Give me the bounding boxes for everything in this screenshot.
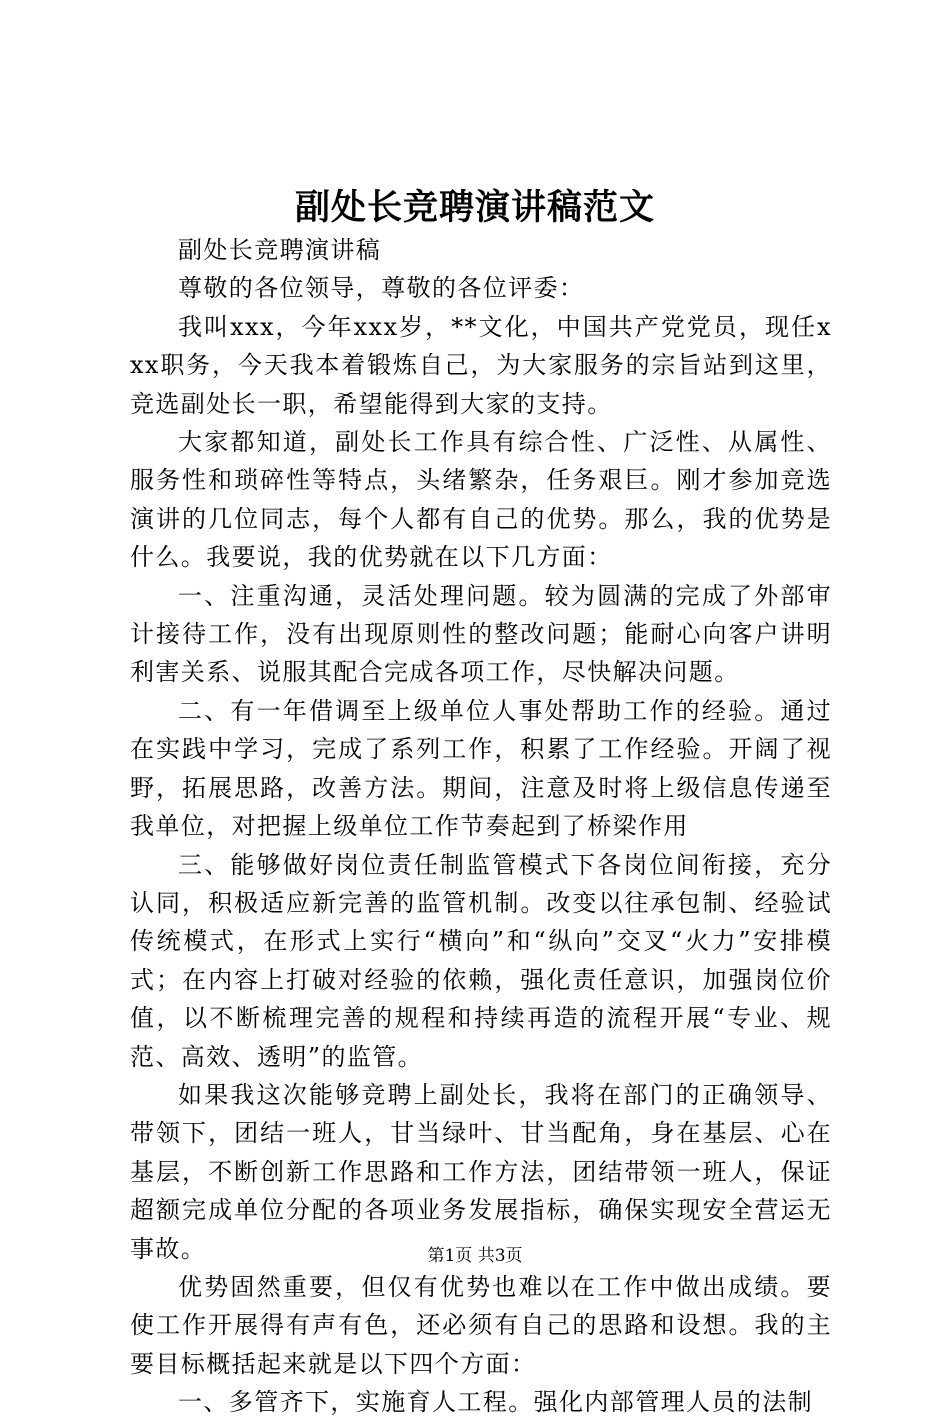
paragraph-subtitle: 副处长竞聘演讲稿 xyxy=(178,236,382,264)
paragraph-advantage-two: 二、有一年借调至上级单位人事处帮助工作的经验。通过在实践中学习，完成了系列工作，积累了工作经验。开阔了视野，拓展思路，改善方法。期间，注意及时将上级信息传递至我单位，对把握上级单位工作节奏起到了桥梁作用 xyxy=(130,696,832,841)
page-number-footer: 第1页 共3页 xyxy=(427,1246,523,1266)
document-body xyxy=(130,231,832,1422)
paragraph-commitment: 如果我这次能够竞聘上副处长，我将在部门的正确领导、带领下，团结一班人，甘当绿叶、甘当配角，身在基层、心在基层，不断创新工作思路和工作方法，团结带领一班人，保证超额完成单位分配的各项业务发展指标，确保实现安全营运无事故。 xyxy=(130,1080,832,1263)
document-title: 副处长竞聘演讲稿范文 xyxy=(294,187,655,228)
paragraph-goal-one: 一、多管齐下，实施育人工程。强化内部管理人员的法制 xyxy=(178,1388,813,1417)
paragraph-salutation: 尊敬的各位领导，尊敬的各位评委： xyxy=(178,274,585,303)
paragraph-introduction: 我叫xxx，今年xxx岁，**文化，中国共产党党员，现任xxx职务，今天我本着锻炼自己，为大家服务的宗旨站到这里，竞选副处长一职，希望能得到大家的支持。 xyxy=(130,312,832,418)
paragraph-goals-intro: 优势固然重要，但仅有优势也难以在工作中做出成绩。要使工作开展得有声有色，还必须有自己的思路和设想。我的主要目标概括起来就是以下四个方面： xyxy=(130,1272,832,1378)
paragraph-advantages-intro: 大家都知道，副处长工作具有综合性、广泛性、从属性、服务性和琐碎性等特点，头绪繁杂，任务艰巨。刚才参加竞选演讲的几位同志，每个人都有自己的优势。那么，我的优势是什么。我要说，我的优势就在以下几方面： xyxy=(130,428,832,572)
paragraph-advantage-three: 三、能够做好岗位责任制监管模式下各岗位间衔接，充分认同，积极适应新完善的监管机制。改变以往承包制、经验试传统模式，在形式上实行“横向”和“纵向”交叉“火力”安排模式；在内容上打破对经验的依赖，强化责任意识，加强岗位价值，以不断梳理完善的规程和持续再造的流程开展“专业、规范、高效、透明”的监管。 xyxy=(130,850,832,1071)
paragraph-advantage-one: 一、注重沟通，灵活处理问题。较为圆满的完成了外部审计接待工作，没有出现原则性的整改问题；能耐心向客户讲明利害关系、说服其配合完成各项工作，尽快解决问题。 xyxy=(130,581,832,687)
